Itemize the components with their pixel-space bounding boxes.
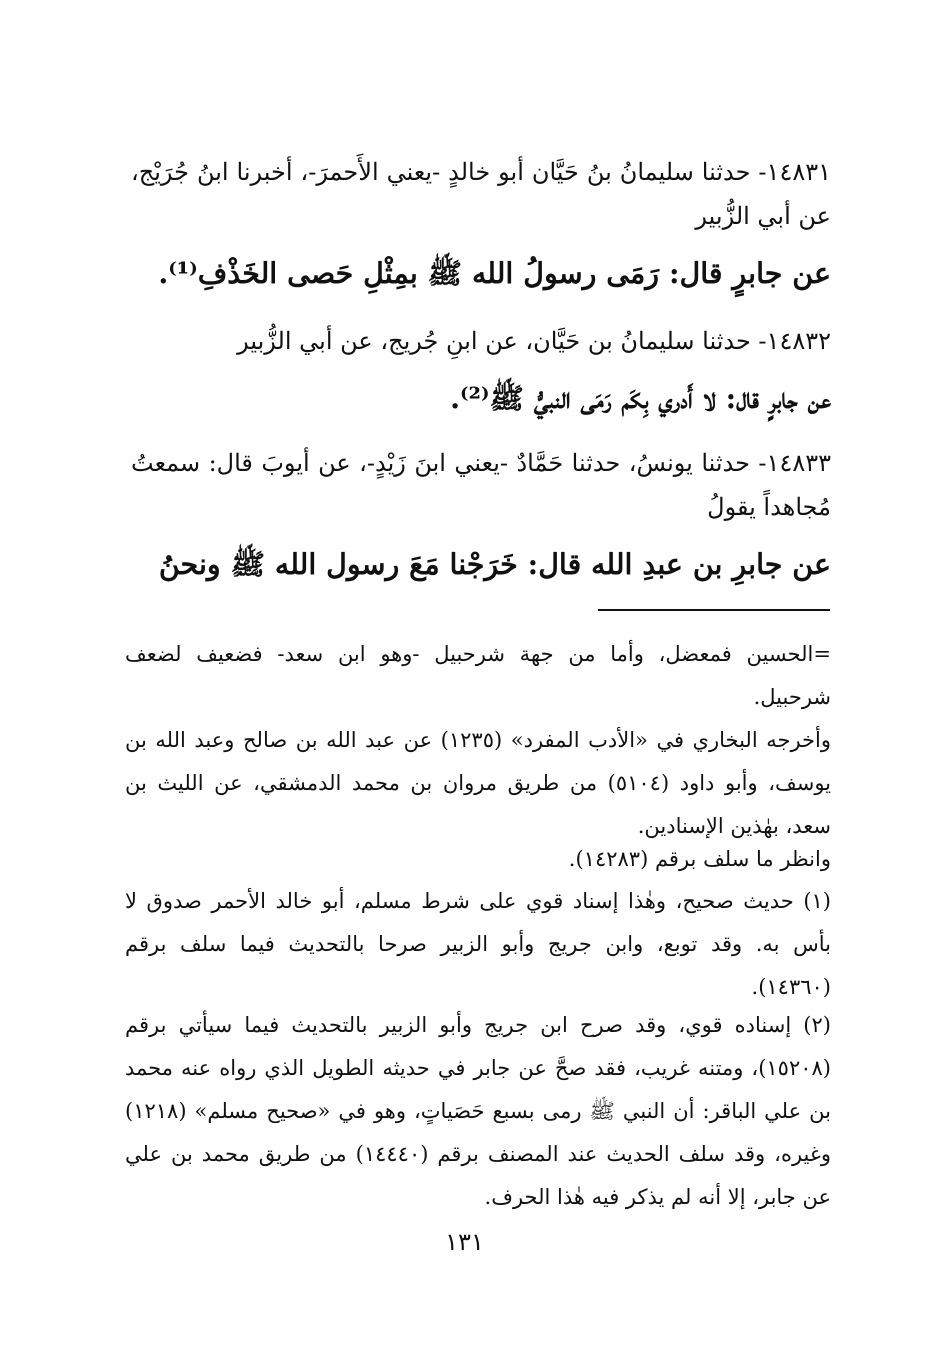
footnote-continued: =الحسين فمعضل، وأما من جهة شرحبيل -وهو ابن سعد- فضعيف لضعف شرحبيل. [125, 642, 831, 709]
hadith-matn-14831: عن جابرٍ قال: رَمَى رسولُ الله ﷺ بمِثْلِ حَصى الخَذْفِ⁽¹⁾. [158, 256, 831, 290]
footnote-divider [598, 609, 830, 611]
hadith-matn-14833: عن جابرِ بن عبدِ الله قال: خَرَجْنا مَعَ رسول الله ﷺ ونحنُ [158, 547, 831, 581]
hadith-isnad-14832: ١٤٨٣٢- حدثنا سليمانُ بن حَيَّان، عن ابنِ جُريج، عن أبي الزُّبير [237, 327, 831, 355]
footnote-bukhari: وأخرجه البخاري في «الأدب المفرد» (١٢٣٥) عن عبد الله بن صالح وعبد الله بن يوسف، وأبو داود (٥١٠٤) من طريق مروان بن محمد الدمشقي، عن الليث بن سعد، بهٰذين الإسنادين. [125, 728, 832, 838]
footnote-2: (٢) إسناده قوي، وقد صرح ابن جريج وأبو الزبير بالتحديث فيما سيأتي برقم (١٥٢٠٨)، ومتنه غريب، فقد صحَّ عن جابر في حديثه الطويل الذي رواه عنه محمد بن علي الباقر: أن النبي ﷺ رمى بسبع حَصَياتٍ، وهو في «صحيح مسلم» (١٢١٨) وغيره، وقد سلف الحديث عند المصنف برقم (١٤٤٤٠) من طريق محمد بن علي عن جابر، إلا أنه لم يذكر فيه هٰذا الحرف. [125, 1013, 831, 1209]
hadith-isnad-14831: ١٤٨٣١- حدثنا سليمانُ بنُ حَيَّان أبو خالدٍ -يعني الأَحمرَ-، أخبرنا ابنُ جُرَيْج، عن أبي الزُّبير [131, 158, 831, 230]
footnote-see-also: وانظر ما سلف برقم (١٤٢٨٣). [568, 847, 831, 871]
footnote-1: (١) حديث صحيح، وهٰذا إسناد قوي على شرط مسلم، أبو خالد الأحمر صدوق لا بأس به. وقد توبع، وابن جريج وأبو الزبير صرحا بالتحديث فيما سلف برقم (١٤٣٦٠). [125, 889, 831, 999]
page-number: ١٣١ [445, 1228, 484, 1256]
hadith-isnad-14833: ١٤٨٣٣- حدثنا يونسُ، حدثنا حَمَّادٌ -يعني ابنَ زَيْدٍ-، عن أيوبَ قال: سمعتُ مُجاهداً يقولُ [131, 449, 831, 521]
hadith-matn-14832: عن جابرٍ قال: لا أَدري بِكَم رَمَى النبيُّ ﷺ⁽²⁾. [450, 381, 831, 415]
